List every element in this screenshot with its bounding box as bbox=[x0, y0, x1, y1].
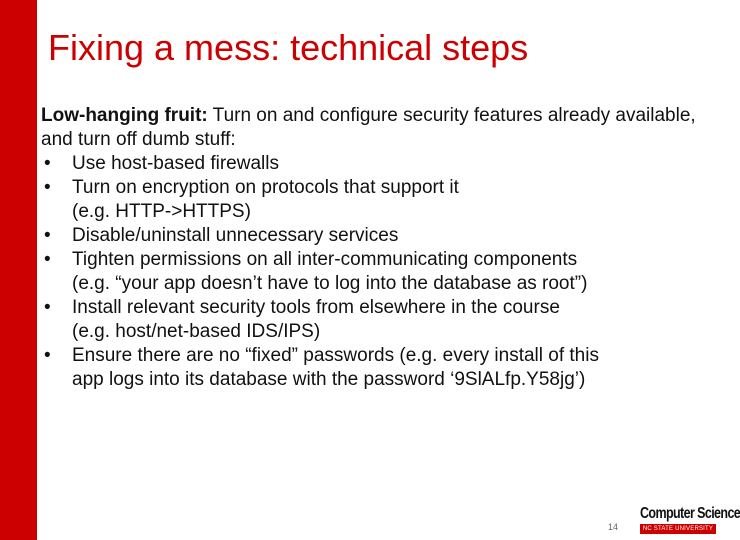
bullet-line: Ensure there are no “fixed” passwords (e.g. every install of this bbox=[72, 345, 599, 366]
page-number: 14 bbox=[608, 522, 619, 532]
bullet-line: Install relevant security tools from elsewhere in the course bbox=[72, 297, 560, 318]
logo-title: Computer Science bbox=[640, 504, 740, 522]
bullet-item bbox=[41, 224, 711, 248]
slide-body bbox=[41, 104, 711, 392]
logo-university-band: NC STATE UNIVERSITY bbox=[640, 524, 716, 534]
computer-science-logo bbox=[640, 503, 740, 537]
accent-bar bbox=[0, 0, 37, 540]
bullet-line: Tighten permissions on all inter-communicating components bbox=[72, 249, 578, 270]
bullet-line: (e.g. host/net-based IDS/IPS) bbox=[72, 321, 321, 342]
bullet-item bbox=[41, 296, 711, 344]
bullet-line: app logs into its database with the password ‘9SlALfp.Y58jg’) bbox=[72, 369, 586, 390]
bullet-line: Disable/uninstall unnecessary services bbox=[72, 225, 399, 246]
intro-paragraph bbox=[41, 104, 711, 152]
bullet-item bbox=[41, 248, 711, 296]
intro-bold: Low-hanging fruit: bbox=[41, 105, 208, 126]
bullet-line: Use host-based firewalls bbox=[72, 153, 279, 174]
bullet-line: (e.g. “your app doesn’t have to log into the database as root”) bbox=[72, 273, 588, 294]
bullet-item bbox=[41, 176, 711, 224]
slide-title: Fixing a mess: technical steps bbox=[48, 27, 529, 68]
bullet-item bbox=[41, 344, 711, 392]
bullet-line: Turn on encryption on protocols that support it bbox=[72, 177, 459, 198]
bullet-line: (e.g. HTTP->HTTPS) bbox=[72, 201, 251, 222]
intro-text: Turn on and configure security features already available, and turn off dumb stuff: bbox=[41, 105, 696, 150]
bullet-list bbox=[41, 152, 711, 392]
bullet-item bbox=[41, 152, 711, 176]
